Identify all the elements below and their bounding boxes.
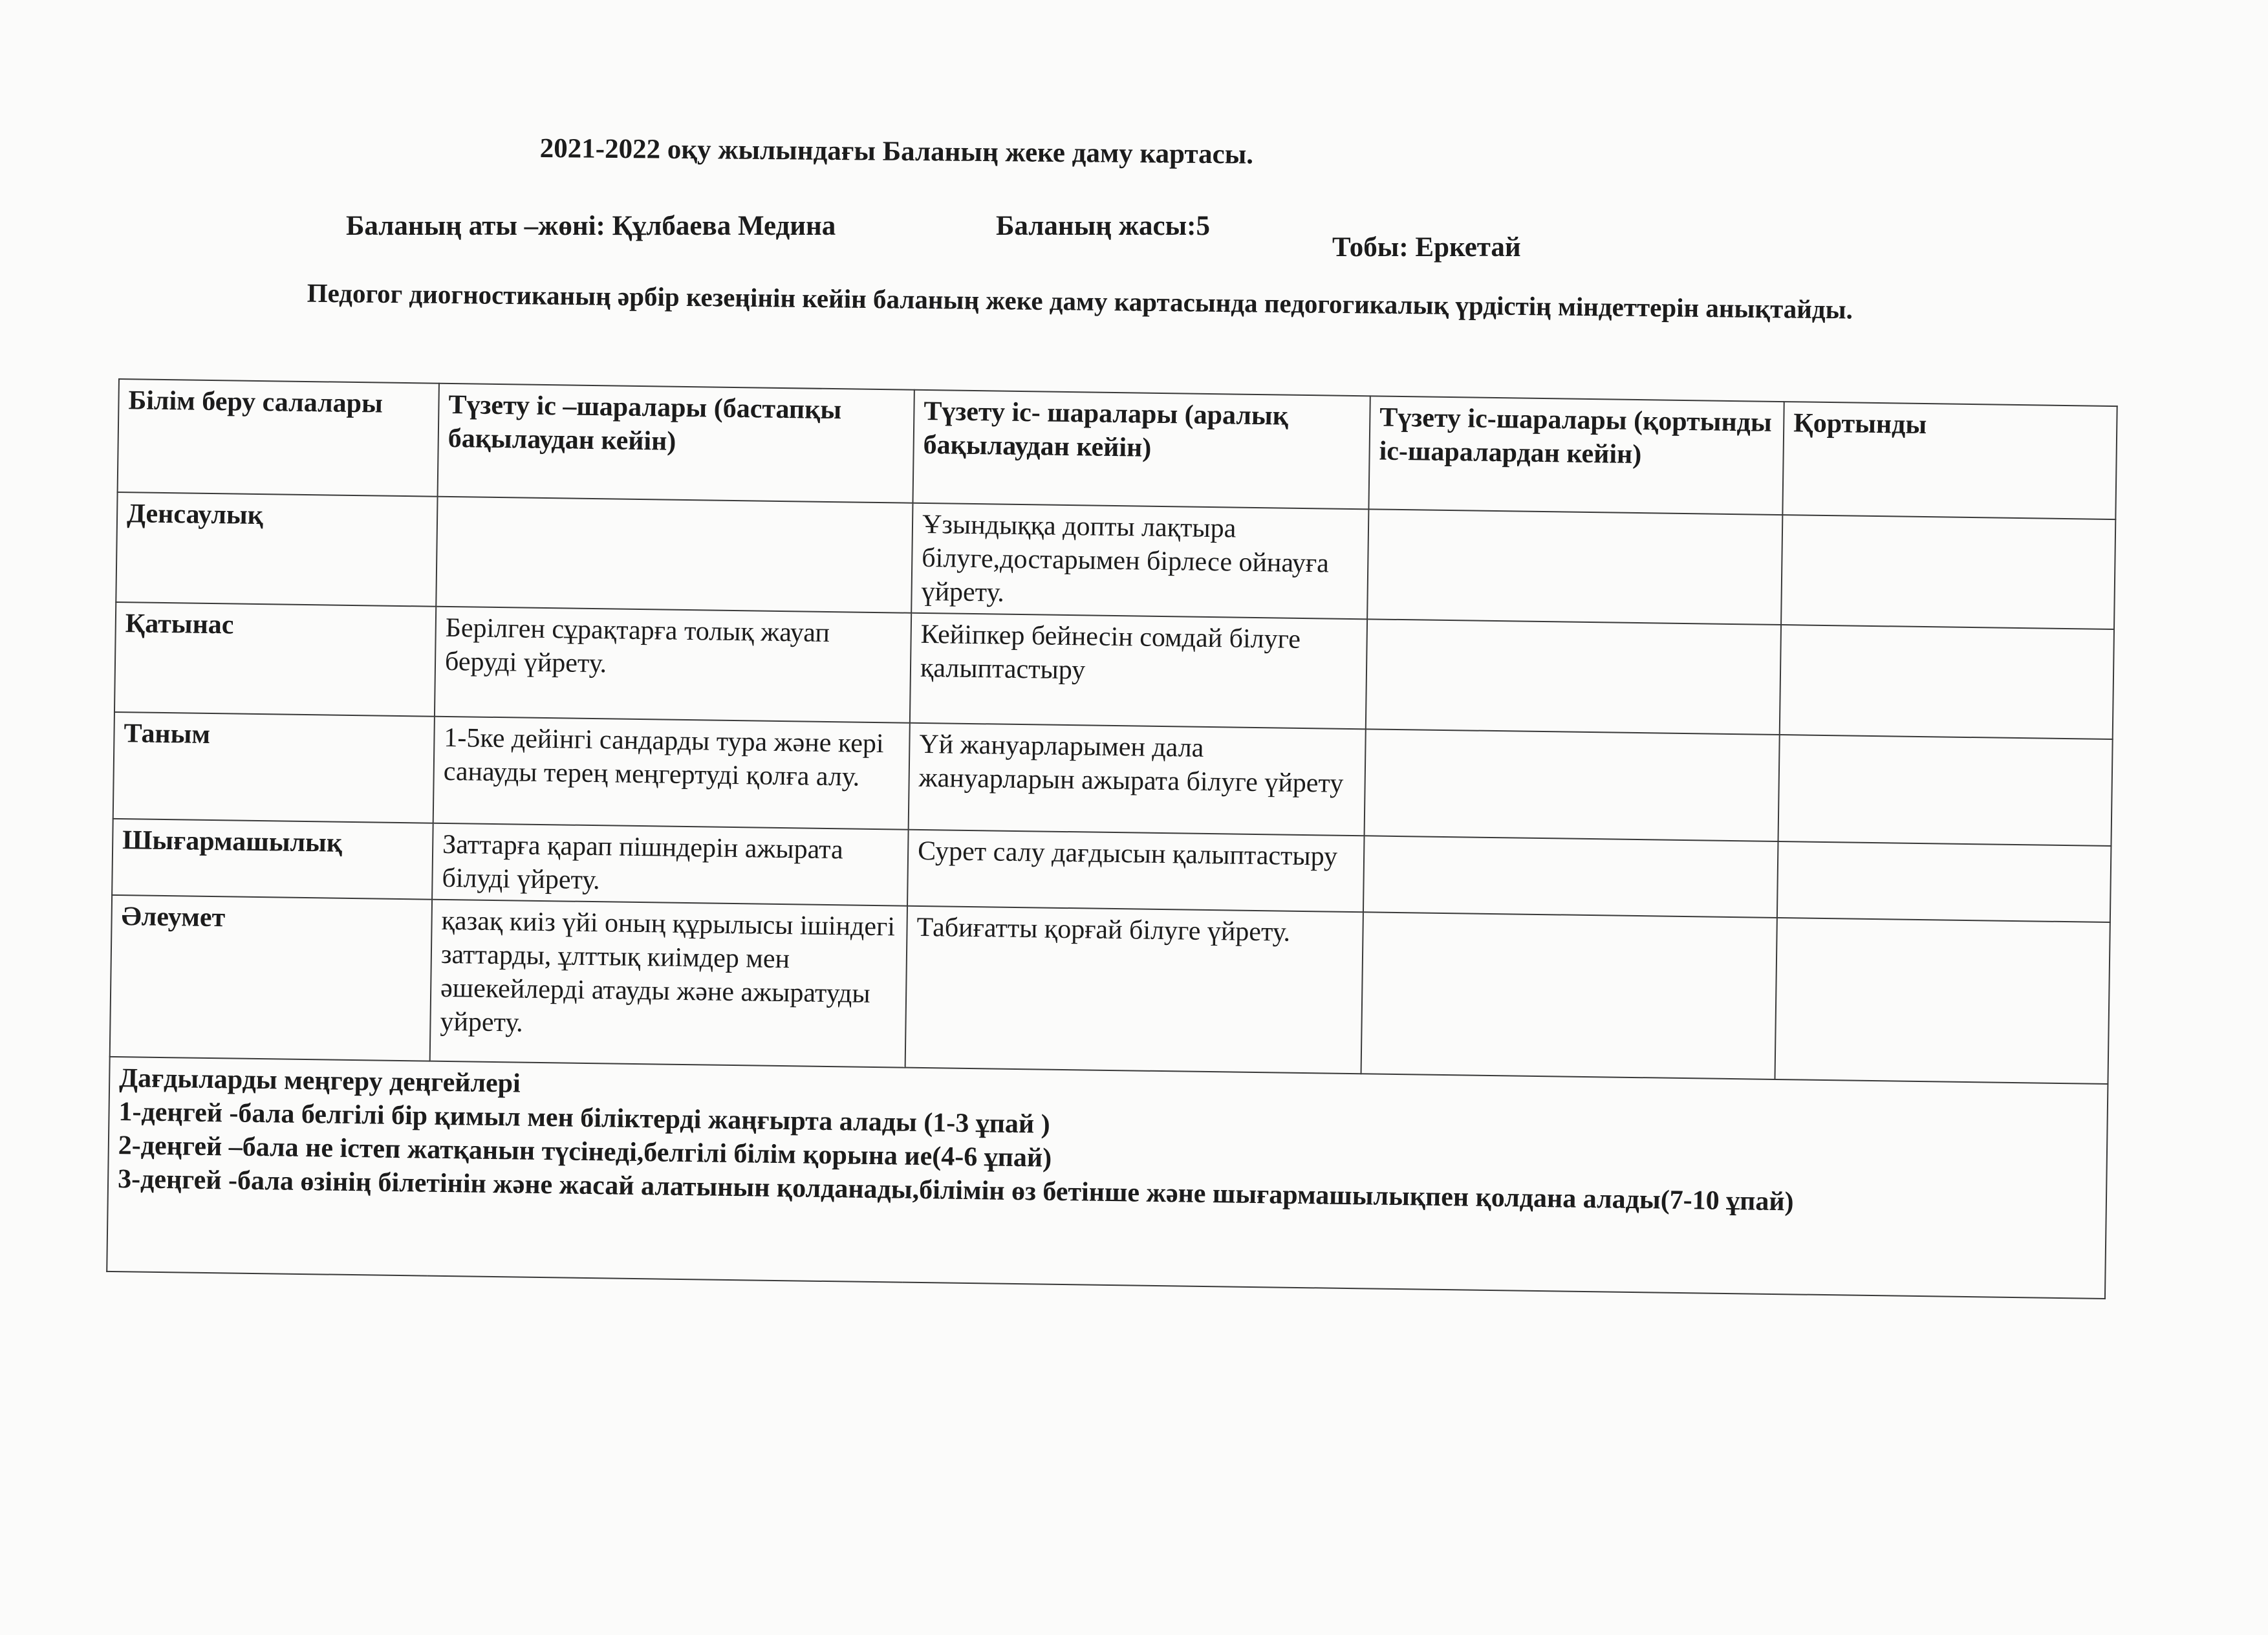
communication-initial: Берілген сұрақтарға толық жауап беруді үйрету.: [435, 607, 911, 723]
level-3: 3-деңгей -бала өзінің білетінін және жасай алатынын қолданады,білімін өз бетінше және шығармашылықпен қолдана алады(7-10 ұпай): [117, 1164, 1794, 1217]
header-education-area: Білім беру салалары: [118, 379, 439, 497]
creativity-result: [1777, 841, 2111, 922]
social-initial: қазақ киіз үйі оның құрылысы ішіндегі заттарды, ұлттық киімдер мен әшекейлерді атауды және ажыратуды уйрету.: [430, 900, 907, 1068]
cognition-initial: 1-5ке дейінгі сандарды тура және кері санауды терең меңгертуді қолға алу.: [433, 717, 910, 830]
header-interim-correction: Түзету іс- шаралары (аралық бақылаудан кейін): [913, 390, 1370, 510]
social-result: [1775, 918, 2110, 1084]
health-final: [1367, 509, 1782, 625]
health-interim: Ұзындыққа допты лақтыра білуге,достарымен бірлесе ойнауға үйрету.: [911, 503, 1368, 620]
skill-levels: [107, 1057, 2108, 1299]
intro-paragraph: Педогог диогностиканың әрбір кезеңінін кейін баланың жеке даму картасында педогогикалық үрдістің міндеттерін анықтайды.: [307, 277, 1853, 325]
communication-result: [1780, 625, 2114, 739]
cognition-final: [1365, 729, 1780, 841]
area-creativity: Шығармашылық: [112, 819, 433, 900]
header-result: Қортынды: [1782, 402, 2117, 519]
social-interim: Табиғатты қорғай білуге үйрету.: [905, 906, 1363, 1074]
area-cognition: Таным: [113, 712, 435, 823]
child-group: Тобы: Еркетай: [1332, 232, 1521, 263]
header-initial-correction: Түзету іс –шаралары (бастапқы бақылаудан кейін): [438, 384, 914, 503]
health-result: [1781, 515, 2115, 629]
social-final: [1361, 912, 1777, 1079]
area-social: Әлеумет: [110, 895, 432, 1061]
health-initial: [436, 497, 913, 613]
creativity-interim: Сурет салу дағдысын қалыптастыру: [907, 830, 1365, 913]
child-age: Баланың жасы:5: [996, 211, 1210, 241]
level-1: 1-деңгей -бала белгілі бір қимыл мен біліктерді жаңғырта алады (1-3 ұпай ): [118, 1097, 1050, 1140]
level-2: 2-деңгей –бала не істеп жатқанын түсінеді,белгілі білім қорына ие(4-6 ұпай): [118, 1131, 1052, 1173]
communication-final: [1366, 619, 1781, 735]
document-title: 2021-2022 оқу жылындағы Баланың жеке даму картасы.: [539, 133, 1254, 170]
child-name: Баланың аты –жөні: Құлбаева Медина: [346, 211, 836, 241]
development-map-table-wrap: [106, 378, 2118, 1299]
cognition-interim: Үй жануарларымен дала жануарларын ажырата білуге үйрету: [909, 723, 1366, 836]
creativity-final: [1363, 836, 1778, 918]
area-health: Денсаулық: [116, 492, 437, 607]
area-communication: Қатынас: [114, 602, 436, 717]
development-map-table: [106, 378, 2118, 1299]
levels-heading: Дағдыларды меңгеру деңгейлері: [118, 1063, 521, 1099]
header-final-correction: Түзету іс-шаралары (қортынды іс-шаралардан кейін): [1368, 396, 1784, 515]
levels-row: [107, 1057, 2108, 1299]
table-row: [110, 895, 2110, 1084]
communication-interim: Кейіпкер бейнесін сомдай білуге қалыптастыру: [910, 613, 1367, 730]
cognition-result: [1778, 735, 2112, 846]
creativity-initial: Заттарға қарап пішндерін ажырата білуді үйрету.: [432, 823, 909, 906]
